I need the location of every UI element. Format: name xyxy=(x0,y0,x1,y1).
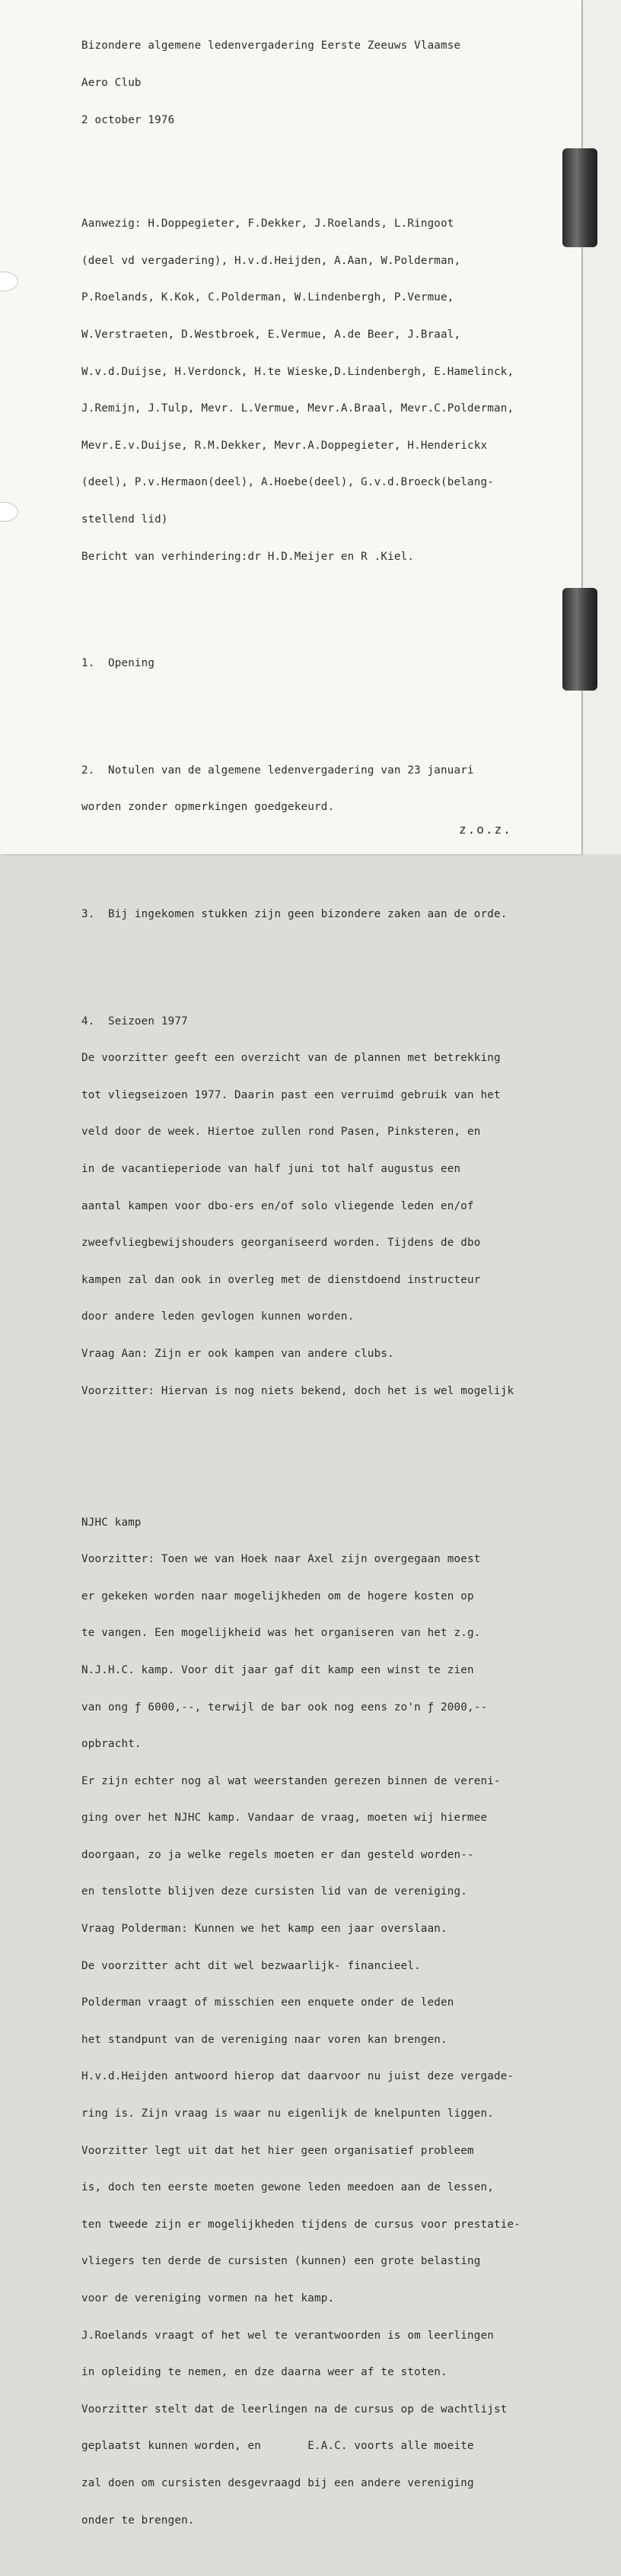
header-date: 2 october 1976 xyxy=(81,113,175,126)
agenda-line: 4. Seizoen 1977 xyxy=(81,1015,188,1028)
punch-hole xyxy=(0,502,18,522)
text-line: onder te brengen. xyxy=(81,2514,195,2527)
agenda-line: zweefvliegbewijshouders georganiseerd worden. Tijdens de dbo xyxy=(81,1237,481,1250)
text-line: opbracht. xyxy=(81,1738,142,1751)
attendance-line: W.v.d.Duijse, H.Verdonck, H.te Wieske,D.Lindenbergh, E.Hamelinck, xyxy=(81,365,514,378)
text-line: en tenslotte blijven deze cursisten lid van de vereniging. xyxy=(81,1885,468,1898)
text-line: vliegers ten derde de cursisten (kunnen) een grote belasting xyxy=(81,2255,481,2268)
text-line: Voorzitter legt uit dat het hier geen organisatief probleem xyxy=(81,2144,474,2157)
binder-clip xyxy=(562,148,597,247)
njhc-section xyxy=(81,1491,568,2551)
attendance-line: J.Remijn, J.Tulp, Mevr. L.Vermue, Mevr.A.Braal, Mevr.C.Polderman, xyxy=(81,402,514,415)
agenda-line: veld door de week. Hiertoe zullen rond Pasen, Pinksteren, en xyxy=(81,1126,481,1139)
text-line: ging over het NJHC kamp. Vandaar de vraag, moeten wij hiermee xyxy=(81,1812,488,1825)
attendance-list xyxy=(81,193,568,587)
text-line: J.Roelands vraagt of het wel te verantwoorden is om leerlingen xyxy=(81,2329,494,2342)
agenda-line: De voorzitter geeft een overzicht van de plannen met betrekking xyxy=(81,1052,501,1065)
agenda-line: 2. Notulen van de algemene ledenvergadering van 23 januari xyxy=(81,764,474,777)
attendance-line: Aanwezig: H.Doppegieter, F.Dekker, J.Roelands, L.Ringoot xyxy=(81,218,454,230)
agenda-item-season xyxy=(81,990,568,1421)
text-line: Polderman vraagt of misschien een enquete onder de leden xyxy=(81,1996,454,2009)
text-line: zal doen om cursisten desgevraagd bij een andere vereniging xyxy=(81,2476,474,2489)
text-line: te vangen. Een mogelijkheid was het organiseren van het z.g. xyxy=(81,1627,481,1640)
header-club: Aero Club xyxy=(81,77,142,89)
text-line: ring is. Zijn vraag is waar nu eigenlijk de knelpunten liggen. xyxy=(81,2107,494,2120)
text-line: Vraag Polderman: Kunnen we het kamp een jaar overslaan. xyxy=(81,1923,447,1936)
text-line: N.J.H.C. kamp. Voor dit jaar gaf dit kamp een winst te zien xyxy=(81,1663,474,1676)
text-line: H.v.d.Heijden antwoord hierop dat daarvoor nu juist deze vergade- xyxy=(81,2070,514,2083)
text-line: Er zijn echter nog al wat weerstanden gerezen binnen de vereni- xyxy=(81,1774,501,1787)
agenda-line: Voorzitter: Hiervan is nog niets bekend, doch het is wel mogelijk xyxy=(81,1384,514,1397)
attendance-line: stellend lid) xyxy=(81,513,168,526)
header-title: Bizondere algemene ledenvergadering Eerste Zeeuws Vlaamse xyxy=(81,40,461,52)
text-line: van ong ƒ 6000,--, terwijl de bar ook nog eens zo'n ƒ 2000,-- xyxy=(81,1701,488,1714)
text-line: ten tweede zijn er mogelijkheden tijdens de cursus voor prestatie- xyxy=(81,2218,521,2231)
agenda-line: kampen zal dan ook in overleg met de dienstdoend instructeur xyxy=(81,1273,481,1286)
text-line: Voorzitter stelt dat de leerlingen na de cursus op de wachtlijst xyxy=(81,2403,508,2416)
agenda-line: Vraag Aan: Zijn er ook kampen van andere clubs. xyxy=(81,1347,394,1360)
binder-clip xyxy=(562,588,597,691)
agenda-line: door andere leden gevlogen kunnen worden. xyxy=(81,1310,355,1323)
turn-over-note: z.o.z. xyxy=(459,822,512,837)
attendance-line: W.Verstraeten, D.Westbroek, E.Vermue, A.de Beer, J.Braal, xyxy=(81,328,461,341)
attendance-line: (deel), P.v.Hermaon(deel), A.Hoebe(deel), G.v.d.Broeck(belang- xyxy=(81,476,494,489)
agenda-line: aantal kampen voor dbo-ers en/of solo vliegende leden en/of xyxy=(81,1199,474,1212)
section-heading: NJHC kamp xyxy=(81,1516,142,1529)
attendance-line: (deel vd vergadering), H.v.d.Heijden, A.Aan, W.Polderman, xyxy=(81,254,461,267)
agenda-item-incoming: 3. Bij ingekomen stukken zijn geen bizondere zaken aan de orde. xyxy=(81,907,508,920)
page-edge-strip xyxy=(583,0,621,854)
attendance-line: P.Roelands, K.Kok, C.Polderman, W.Lindenbergh, P.Vermue, xyxy=(81,291,454,304)
attendance-line: Mevr.E.v.Duijse, R.M.Dekker, Mevr.A.Doppegieter, H.Henderickx xyxy=(81,439,488,452)
text-line: De voorzitter acht dit wel bezwaarlijk- financieel. xyxy=(81,1959,421,1972)
punch-hole xyxy=(0,272,18,291)
agenda-line: in de vacantieperiode van half juni tot half augustus een xyxy=(81,1162,461,1175)
agenda-line: tot vliegseizoen 1977. Daarin past een verruimd gebruik van het xyxy=(81,1088,501,1101)
text-line: er gekeken worden naar mogelijkheden om de hogere kosten op xyxy=(81,1590,474,1602)
attendance-line: Bericht van verhindering:dr H.D.Meijer en R .Kiel. xyxy=(81,550,415,563)
text-line: Voorzitter: Toen we van Hoek naar Axel zijn overgegaan moest xyxy=(81,1553,481,1566)
text-line: in opleiding te nemen, en dze daarna weer af te stoten. xyxy=(81,2366,447,2379)
text-line: doorgaan, zo ja welke regels moeten er dan gesteld worden-- xyxy=(81,1848,474,1861)
text-line: het standpunt van de vereniging naar voren kan brengen. xyxy=(81,2033,447,2046)
text-line: is, doch ten eerste moeten gewone leden meedoen aan de lessen, xyxy=(81,2181,494,2194)
meeting-minutes-text xyxy=(81,15,568,2576)
text-line: voor de vereniging vormen na het kamp. xyxy=(81,2292,335,2304)
agenda-item-opening: 1. Opening xyxy=(81,657,155,670)
text-line: geplaatst kunnen worden, en E.A.C. voorts alle moeite xyxy=(81,2440,474,2453)
agenda-line: worden zonder opmerkingen goedgekeurd. xyxy=(81,801,335,814)
